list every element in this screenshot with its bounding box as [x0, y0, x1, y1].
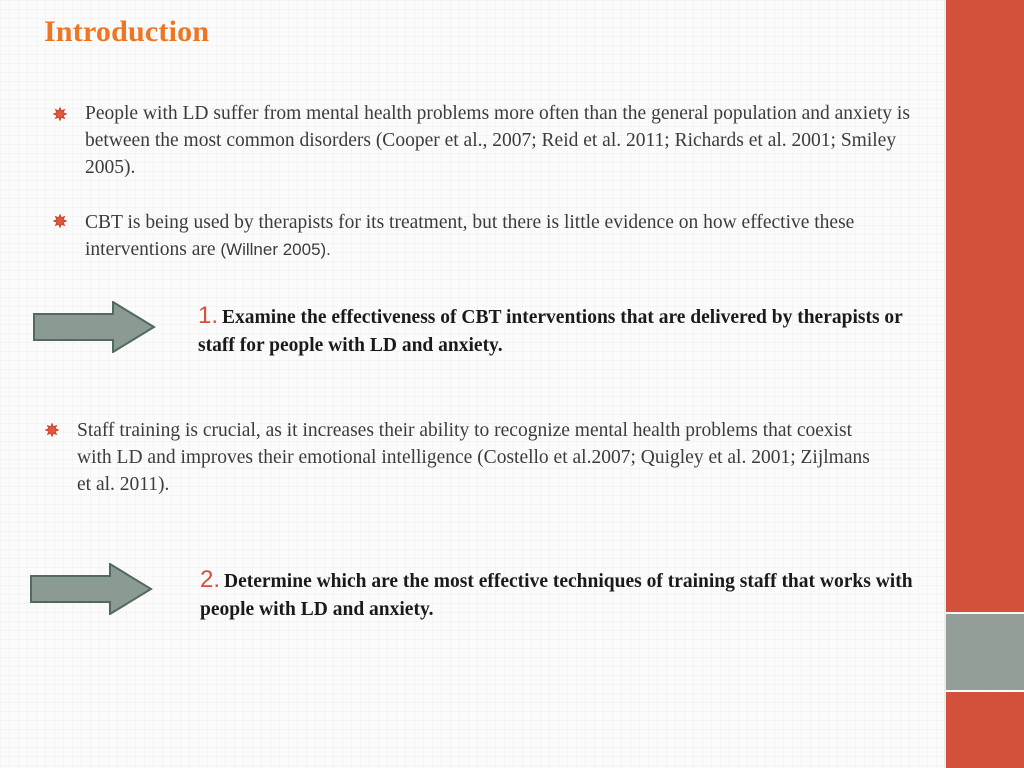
objective-1 — [198, 302, 918, 360]
objective-number: 1. — [198, 302, 219, 329]
objective-number: 2. — [200, 566, 221, 593]
sidebar-block-gray — [946, 614, 1024, 690]
starburst-bullet-icon — [44, 422, 60, 438]
objective-text: Determine which are the most effective techniques of training staff that works with people with LD and anxiety. — [200, 571, 913, 620]
bullet-text: People with LD suffer from mental health problems more often than the general population and anxiety is between the most common disorders (Cooper et al., 2007; Reid et al. 2011; Richards et al. 2001; Smiley 2005). — [85, 103, 910, 178]
bullet-ld-mental-health — [85, 100, 940, 181]
starburst-bullet-icon — [52, 213, 68, 229]
bullet-text: Staff training is crucial, as it increases their ability to recognize mental health problems that coexist with LD and improves their emotional intelligence (Costello et al.2007; Quigley et al. 2001; Zijlmans et al. 2011). — [77, 420, 870, 495]
right-arrow-icon — [30, 563, 154, 615]
sidebar-block-red-top — [946, 0, 1024, 612]
bullet-text: CBT is being used by therapists for its treatment, but there is little evidence on how effective these interventions are — [85, 212, 855, 260]
slide-title: Introduction — [44, 15, 210, 48]
bullet-cbt-evidence — [85, 209, 940, 263]
sidebar-block-red-bottom — [946, 692, 1024, 768]
objective-text: Examine the effectiveness of CBT interventions that are delivered by therapists or staff for people with LD and anxiety. — [198, 307, 903, 356]
starburst-bullet-icon — [52, 106, 68, 122]
right-arrow-icon — [33, 301, 157, 353]
bullet-staff-training — [77, 417, 882, 498]
bullet-citation: (Willner 2005). — [220, 240, 331, 259]
objective-2 — [200, 566, 935, 624]
